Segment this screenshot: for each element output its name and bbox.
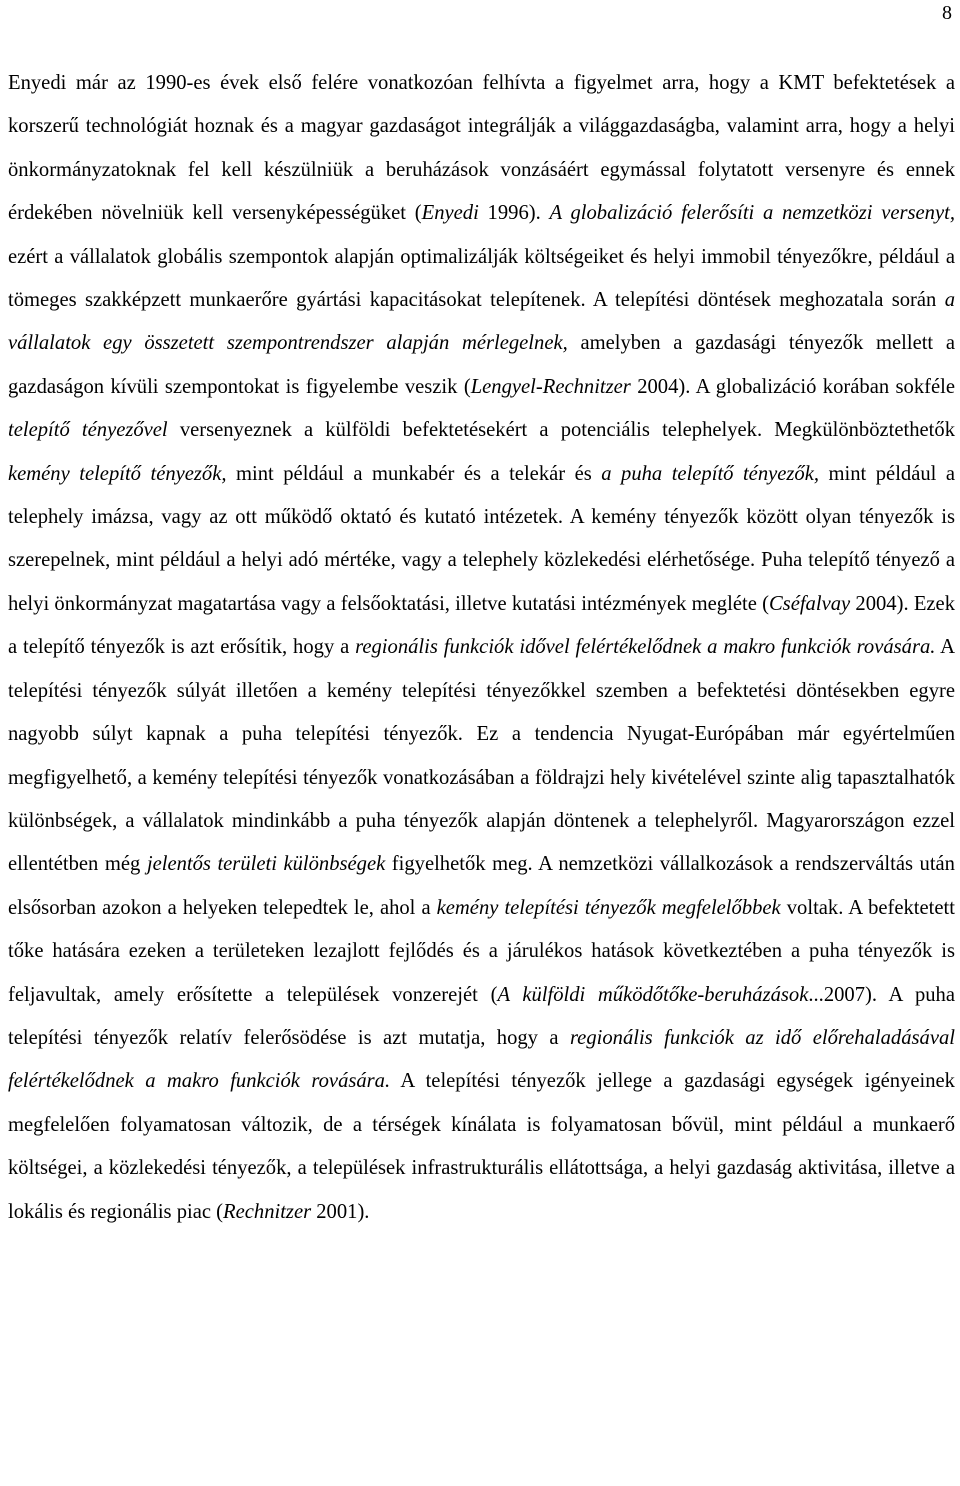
citation-author: Enyedi — [421, 202, 479, 225]
paragraph-text: ezért a vállalatok globális szempontok alapján optimalizálják költségeiket és helyi immobil tényezőkre, például a tömeges szakképzett munkaerőre gyártási kapacitásokat telepítenek. A telepítési döntések meghozatala során — [8, 245, 955, 312]
paragraph-text: mint például a munkabér és a telekár és — [226, 462, 602, 485]
page-number: 8 — [942, 2, 952, 24]
paragraph-text: figyelhetők meg. A nemzetközi vállalkozások a rendszerváltás után elsősorban azokon a helyeken telepedtek le, ahol a — [8, 853, 955, 919]
paragraph-text: Enyedi már az 1990-es évek első felére vonatkozóan felhívta a figyelmet arra, hogy a KMT befektetések a korszerű technológiát hoznak és a magyar gazdaságot integrálják a világgazdaságba, valamint arra, hogy a helyi önkormányzatoknak fel kell készülniük a beruházások vonzásáért egymással folytatott versenyre és ennek érdekében növelniük kell versenyképességüket ( — [8, 72, 955, 225]
paragraph-text: 2001). — [311, 1200, 370, 1223]
citation-author: Rechnitzer — [223, 1200, 312, 1223]
emphasis-text: regionális funkciók az idő előrehaladásával felértékelődnek a makro funkciók rovására. — [8, 1026, 955, 1093]
emphasis-text: jelentős területi különbségek — [146, 853, 386, 876]
paragraph-text: mint például a telephely imázsa, vagy az ott működő oktató és kutató intézetek. A kemény tényezők között olyan tényezők is szerepelnek, mint például a helyi adó mértéke, vagy a telephely közlekedési elérhetősége. Puha telepítő tényező a helyi önkormányzat magatartása vagy a felsőoktatási, illetve kutatási intézmények megléte ( — [8, 462, 955, 615]
paragraph-text: 2004). A globalizáció korában sokféle — [630, 375, 955, 398]
emphasis-text: telepítő tényezővel — [8, 419, 168, 442]
paragraph-text: voltak. A befektetett tőke hatására ezeken a területeken lezajlott fejlődés és a járulékos hatások következtében a puha tényezők is feljavultak, amely erősítette a települések vonzerejét ( — [8, 896, 955, 1006]
paragraph-text: versenyeznek a külföldi befektetésekért a potenciális telephelyek. Megkülönböztethetők — [167, 419, 955, 442]
paragraph-text: A telepítési tényezők súlyát illetően a kemény telepítési tényezőkkel szemben a befektetési döntésekben egyre nagyobb súlyt kapnak a puha telepítési tényezők. Ez a tendencia Nyugat-Európában már egyértelműen megfigyelhető, a kemény telepítési tényezők vonatkozásában a földrajzi hely kivételével szinte alig tapasztalhatók különbségek, a vállalatok mindinkább a puha tényezők alapján döntenek a telephelyről. Magyarországon ezzel ellentétben még — [8, 636, 956, 876]
paragraph-text: 1996). — [478, 202, 550, 225]
paragraph-text: amelyben a gazdasági tényezők mellett a gazdaságon kívüli szempontokat is figyelembe veszik ( — [8, 332, 955, 398]
emphasis-text: A globalizáció felerősíti a nemzetközi versenyt, — [549, 202, 955, 225]
emphasis-text: regionális funkciók idővel felértékelődnek a makro funkciók rovására. — [355, 636, 936, 659]
paragraph-text: ...2007). A puha telepítési tényezők relatív felerősödése is azt mutatja, hogy a — [8, 983, 955, 1049]
emphasis-text: a puha telepítő tényezők, — [601, 462, 820, 485]
emphasis-text: kemény telepítési tényezők megfelelőbbek — [436, 896, 781, 919]
body-paragraph — [8, 62, 955, 1234]
paragraph-text: 2004). Ezek a telepítő tényezők is azt erősítik, hogy a — [8, 592, 955, 659]
citation-author: Lengyel-Rechnitzer — [470, 375, 631, 398]
paragraph-text: A telepítési tényezők jellege a gazdasági egységek igényeinek megfelelően folyamatosan változik, de a térségek kínálata is folyamatosan bővül, mint például a munkaerő költségei, a közlekedési tényezők, a települések infrastrukturális ellátottsága, a helyi gazdaság aktivitása, illetve a lokális és regionális piac ( — [8, 1070, 955, 1223]
citation-title: A külföldi működőtőke-beruházások — [497, 983, 809, 1006]
emphasis-text: a vállalatok egy összetett szempontrendszer alapján mérlegelnek, — [8, 289, 955, 355]
citation-author: Cséfalvay — [768, 592, 851, 615]
emphasis-text: kemény telepítő tényezők, — [8, 462, 227, 485]
